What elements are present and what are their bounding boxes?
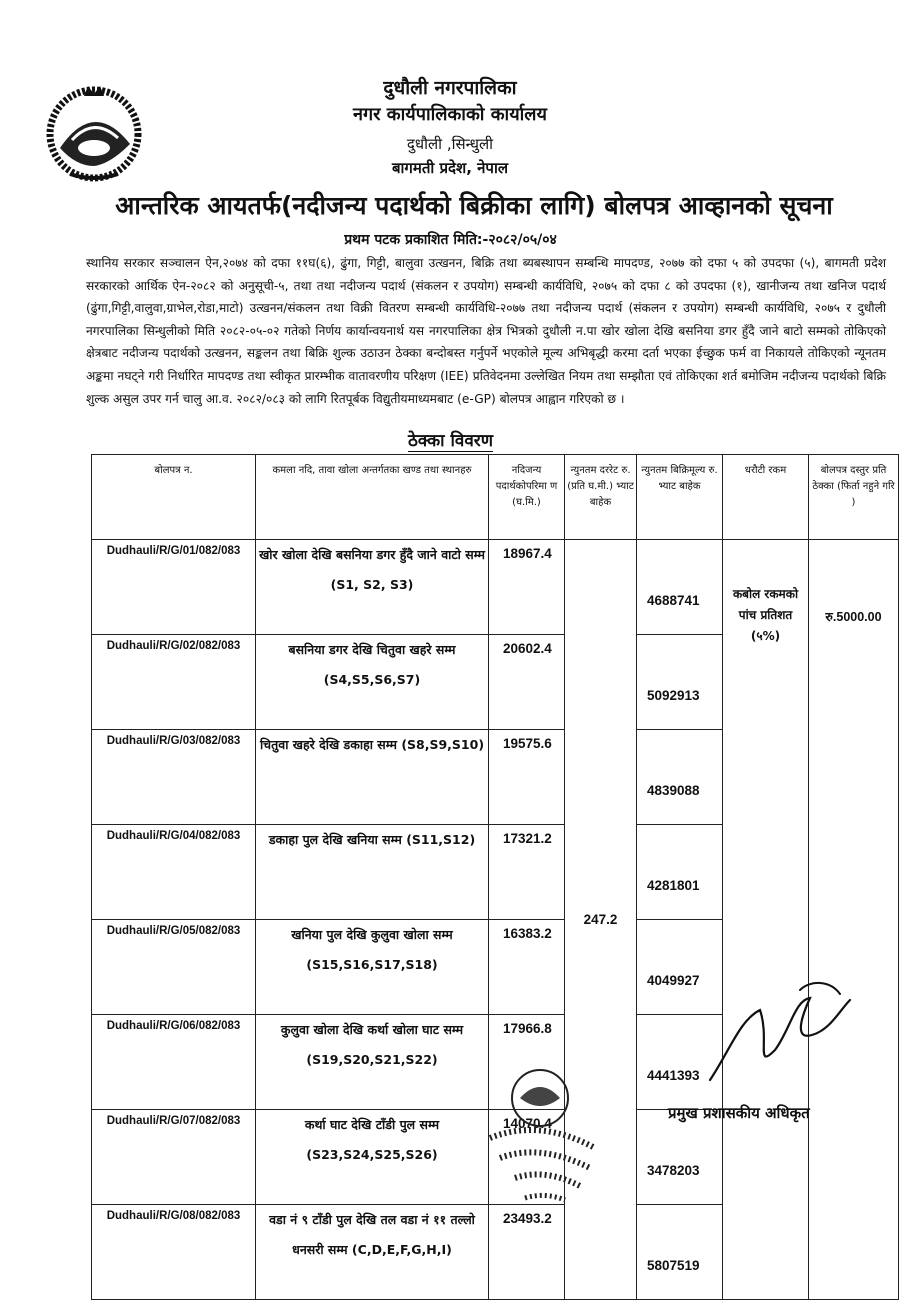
- province-name: बागमती प्रदेश, नेपाल: [391, 159, 509, 177]
- quantity-cell: 19575.6: [489, 730, 565, 825]
- min-price-cell: 4281801: [637, 825, 723, 920]
- min-rate-cell: 247.2: [565, 540, 637, 1300]
- header-deposit: धरौटी रकम: [723, 455, 809, 540]
- min-price-cell: 3478203: [637, 1110, 723, 1205]
- quantity-cell: 17966.8: [489, 1015, 565, 1110]
- bid-id: Dudhauli/R/G/02/082/083: [92, 635, 256, 730]
- bid-id: Dudhauli/R/G/03/082/083: [92, 730, 256, 825]
- bid-id: Dudhauli/R/G/06/082/083: [92, 1015, 256, 1110]
- quantity-cell: 23493.2: [489, 1205, 565, 1300]
- header-bid-no: बोलपत्र न.: [92, 455, 256, 540]
- min-price-cell: 5092913: [637, 635, 723, 730]
- area-cell: खोर खोला देखि बसनिया डगर हुँदै जाने वाटो सम्म (S1, S2, S3): [256, 540, 489, 635]
- quantity-cell: 16383.2: [489, 920, 565, 1015]
- header-fee: बोलपत्र दस्तुर प्रति ठेक्का (फिर्ता नहुने गरि ): [809, 455, 899, 540]
- office-stamp: [470, 1058, 610, 1208]
- table-row: [92, 540, 899, 635]
- nepal-emblem-logo: [40, 78, 148, 186]
- header-area: कमला नदि, तावा खोला अन्तर्गतका खण्ड तथा स्थानहरु: [256, 455, 489, 540]
- area-cell: डकाहा पुल देखि खनिया सम्म (S11,S12): [256, 825, 489, 920]
- quantity-cell: 14070.4: [489, 1110, 565, 1205]
- bid-id: Dudhauli/R/G/01/082/083: [92, 540, 256, 635]
- min-price-cell: 4839088: [637, 730, 723, 825]
- area-cell: कर्था घाट देखि टाँडी पुल सम्म (S23,S24,S25,S26): [256, 1110, 489, 1205]
- min-price-cell: 4441393: [637, 1015, 723, 1110]
- quantity-cell: 20602.4: [489, 635, 565, 730]
- header-min-price: न्युनतम बिक्रिमूल्य रु. भ्याट बाहेक: [637, 455, 723, 540]
- handwritten-signature: [700, 980, 870, 1090]
- quantity-cell: 17321.2: [489, 825, 565, 920]
- officer-title: प्रमुख प्रशासकीय अधिकृत: [668, 1104, 810, 1122]
- deposit-text: कबोल रकमको पांच प्रतिशत (५%): [732, 587, 799, 643]
- deposit-cell: [723, 540, 809, 1300]
- office-name: नगर कार्यपालिकाको कार्यालय: [353, 104, 547, 125]
- area-cell: वडा नं ९ टाँडी पुल देखि तल वडा नं ११ तल्लो धनसरी सम्म (C,D,E,F,G,H,I): [256, 1205, 489, 1300]
- bid-id: Dudhauli/R/G/04/082/083: [92, 825, 256, 920]
- min-price-cell: 5807519: [637, 1205, 723, 1300]
- header-min-rate: न्युनतम दररेट रु. (प्रति घ.मी.) भ्याट बाहेक: [565, 455, 637, 540]
- header-quantity: नदिजन्य पदार्थकोपरिमा ण (घ.मि.): [489, 455, 565, 540]
- bid-id: Dudhauli/R/G/05/082/083: [92, 920, 256, 1015]
- notice-body: स्थानिय सरकार सञ्चालन ऐन,२०७४ को दफा ११घ(६), ढुंगा, गिट्टी, बालुवा उत्खनन, बिक्रि तथा ब्यबस्थापन सम्बन्धि मापदण्ड, २०७७ को दफा ५ को उपदफा (५), बागमती प्रदेश सरकारको आर्थिक ऐन-२०८२ को अनुसूची-५, तथा तथा नदीजन्य पदार्थ (संकलन र उपयोग) सम्बन्धी कार्यविधि, २०७५ को दफा ८ को उपदफा (१), खानीजन्य तथा खनिज पदार्थ (ढुंगा,गिट्टी,वालुवा,ग्राभेल,रोडा,माटो) उत्खनन/संकलन तथा विक्री वितरण सम्बन्धी कार्यविधि-२०७७ तथा नदीजन्य पदार्थ (संकलन र उपयोग) सम्बन्धी कार्यविधि, २०७५ र दुधौली नगरपालिका सिन्धुलीको मिति २०८२-०५-०२ गतेको निर्णय कार्यान्वयनार्थ यस नगरपालिका क्षेत्र भित्रको दुधौली न.पा खोर खोला देखि बसनिया डगर हुँदै जाने बाटो सम्मको तोकिएको क्षेत्रबाट नदीजन्य पदार्थको उत्खनन, सङ्कलन तथा बिक्रि शुल्क उठाउन ठेक्का बन्दोबस्त गर्नुपर्ने भएकोले मूल्य अभिबृद्धी करमा दर्ता भएका ईच्छुक फर्म वा निकायले तोकिएको न्यूनतम अङ्कमा नघट्ने गरी निर्धारित मापदण्ड तथा स्वीकृत प्रारम्भीक वातावरणीय परिक्षण (IEE) प्रतिवेदनमा उल्लेखित नियम तथा सम्झौता एवं तोकिएका शर्त बमोजिम नदीजन्य पदार्थको बिक्रि शुल्क असुल उपर गर्न चालु आ.व. २०८२/०८३ को लागि रितपूर्बक विद्युतीयमाध्यमबाट (e-GP) बोलपत्र आह्वान गरिएको छ ।: [86, 256, 886, 406]
- notice-title: आन्तरिक आयतर्फ(नदीजन्य पदार्थको बिक्रीका लागि) बोलपत्र आव्हानको सूचना: [115, 191, 833, 220]
- municipality-name: दुधौली नगरपालिका: [383, 77, 517, 99]
- area-cell: खनिया पुल देखि कुलुवा खोला सम्म (S15,S16,S17,S18): [256, 920, 489, 1015]
- area-cell: कुलुवा खोला देखि कर्था खोला घाट सम्म (S19,S20,S21,S22): [256, 1015, 489, 1110]
- min-price-cell: 4688741: [637, 540, 723, 635]
- table-title: ठेक्का विवरण: [407, 431, 494, 451]
- area-cell: बसनिया डगर देखि चितुवा खहरे सम्म (S4,S5,S6,S7): [256, 635, 489, 730]
- fee-cell: रु.5000.00: [809, 540, 899, 1300]
- bid-id: Dudhauli/R/G/08/082/083: [92, 1205, 256, 1300]
- bid-id: Dudhauli/R/G/07/082/083: [92, 1110, 256, 1205]
- quantity-cell: 18967.4: [489, 540, 565, 635]
- min-price-cell: 4049927: [637, 920, 723, 1015]
- published-date: प्रथम पटक प्रकाशित मिति:-२०८२/०५/०४: [344, 232, 557, 248]
- office-location: दुधौली ,सिन्धुली: [406, 135, 494, 153]
- area-cell: चितुवा खहरे देखि डकाहा सम्म (S8,S9,S10): [256, 730, 489, 825]
